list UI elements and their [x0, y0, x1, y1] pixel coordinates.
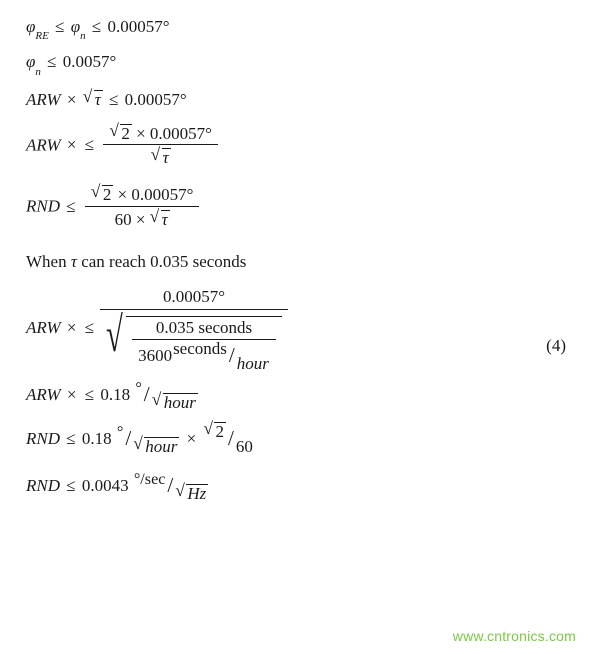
inner-fraction — [132, 318, 276, 374]
sqrt-radicand: τ — [161, 209, 168, 229]
factor-numerator — [203, 422, 227, 441]
sqrt-2 — [203, 421, 226, 442]
seconds-per-hour — [173, 339, 269, 374]
relation-leq: ≤ — [84, 318, 95, 338]
sqrt-radicand: Hz — [187, 484, 207, 504]
fraction-denominator — [100, 310, 288, 374]
rnd-label: RND — [26, 196, 60, 216]
fraction-numerator — [103, 123, 218, 146]
sqrt-big — [106, 316, 282, 374]
unit-deg-per-sqrt-hour — [135, 380, 198, 413]
sentence-prefix: When — [26, 252, 67, 272]
inner-denominator — [132, 339, 276, 374]
sqrt-radicand — [126, 316, 282, 374]
watermark: www.cntronics.com — [452, 628, 576, 644]
relation-leq-2: ≤ — [91, 17, 102, 36]
sqrt-radicand: 2 — [215, 421, 224, 441]
equation-line-4 — [26, 124, 574, 169]
sqrt-radicand: hour — [163, 393, 196, 413]
factor-denominator: 60 — [235, 436, 253, 456]
sqrt-radicand: τ — [94, 89, 101, 109]
sqrt-radicand: hour — [145, 436, 178, 456]
times-operator: × — [66, 89, 77, 109]
sqrt-hour — [133, 436, 179, 457]
relation-leq: ≤ — [109, 89, 119, 109]
numerator-rest: × 0.00057° — [136, 123, 212, 143]
rnd-label: RND — [26, 476, 60, 496]
phi-symbol-2: φ — [70, 17, 81, 36]
relation-leq-1: ≤ — [55, 17, 65, 36]
value-018: 0.18 — [81, 428, 112, 448]
unit-seconds: seconds — [173, 339, 227, 359]
slash: / — [143, 382, 150, 407]
fraction-numerator: 0.00057° — [100, 287, 288, 310]
equation-line-10 — [26, 471, 574, 504]
rnd-label: RND — [26, 428, 60, 448]
relation-leq: ≤ — [66, 196, 76, 216]
arw-label: ARW — [26, 385, 61, 405]
sqrt-hz — [175, 483, 208, 504]
denominator-factor: 60 × — [114, 209, 146, 229]
slash: / — [167, 473, 174, 498]
relation-leq: ≤ — [84, 135, 95, 155]
unit-sqrt-hour — [151, 393, 198, 412]
sqrt-hour — [152, 392, 198, 413]
slash: / — [125, 425, 132, 450]
relation-leq: ≤ — [66, 476, 76, 496]
sqrt-radicand: 2 — [121, 123, 130, 143]
sqrt-radicand: 2 — [102, 185, 112, 205]
unit-degpersec-per-sqrt-hz — [133, 471, 208, 504]
equation-line-5 — [26, 185, 574, 230]
unit-sqrt-hz — [174, 484, 208, 503]
relation-leq: ≤ — [47, 52, 57, 72]
arw-label: ARW — [26, 89, 61, 109]
equation-line-8 — [26, 380, 574, 413]
times-operator: × — [66, 318, 77, 338]
factor-sqrt2-over-60 — [203, 421, 253, 456]
fraction-4 — [103, 123, 218, 168]
times-operator: × — [66, 135, 77, 155]
line7-lhs — [26, 318, 96, 338]
fraction-denominator — [85, 207, 200, 230]
times-operator: × — [186, 428, 197, 448]
arw-label: ARW — [26, 135, 61, 155]
sqrt-tau — [150, 209, 170, 230]
slash: / — [227, 425, 234, 450]
unit-degree: ° — [135, 380, 142, 398]
value-00043: 0.0043 — [81, 476, 129, 496]
sqrt-radicand: τ — [162, 148, 169, 168]
fraction-5 — [85, 184, 200, 229]
sqrt-tau — [151, 147, 171, 168]
numerator-rest: × 0.00057° — [117, 185, 194, 205]
equation-line-3 — [26, 89, 574, 110]
phi-symbol: φ — [26, 52, 36, 72]
fraction-7 — [100, 287, 288, 374]
unit-deg-per-sqrt-hour — [116, 423, 180, 456]
equation-line-9 — [26, 421, 574, 456]
value-018: 0.18 — [100, 385, 131, 405]
arw-label: ARW — [26, 318, 61, 338]
unit-hour: hour — [236, 354, 269, 374]
sentence-suffix: can reach 0.035 seconds — [81, 252, 247, 272]
equation-line-1 — [26, 17, 574, 43]
relation-leq: ≤ — [84, 385, 95, 405]
slash: / — [228, 343, 235, 368]
sentence-tau-condition — [26, 252, 574, 272]
phi-subscript-re: RE — [35, 30, 49, 43]
unit-sqrt-hour — [132, 437, 179, 456]
equation-line-2 — [26, 52, 574, 78]
inner-numerator: √ 0.035 seconds — [132, 318, 276, 340]
times-operator: × — [66, 385, 77, 405]
phi-subscript-n: n — [80, 30, 86, 43]
sqrt-2 — [91, 184, 114, 205]
equation-number: (4) — [546, 336, 566, 355]
phi-symbol: φ — [26, 17, 36, 36]
unit-deg-per-sec: °/sec — [133, 471, 166, 489]
fraction-denominator — [103, 145, 218, 168]
equation-line-7 — [26, 287, 574, 374]
inner-denominator-value: 3600 — [138, 346, 173, 366]
tau-symbol: τ — [70, 252, 77, 272]
phi-subscript-n: n — [35, 65, 41, 78]
sqrt-2 — [109, 123, 132, 144]
value-000057: 0.00057° — [124, 89, 187, 109]
value-000057: 0.00057° — [107, 17, 170, 36]
value-00057: 0.0057° — [62, 52, 117, 72]
relation-leq: ≤ — [66, 428, 76, 448]
unit-degree: ° — [116, 423, 124, 441]
sqrt-tau — [83, 89, 103, 110]
fraction-numerator — [85, 184, 200, 207]
